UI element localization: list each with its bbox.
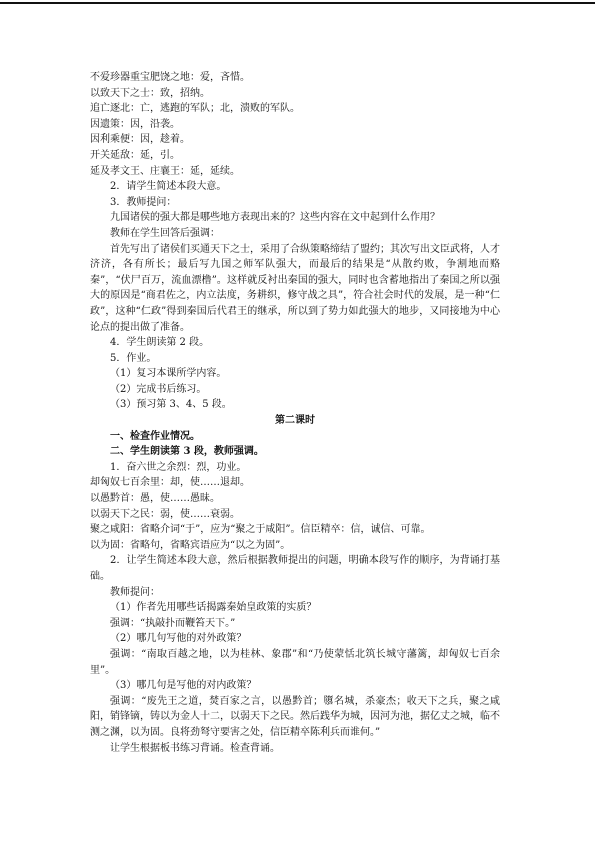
subheading: 二、学生朗读第 3 段，教师强调。 — [110, 446, 264, 458]
text-line: 2．请学生简述本段大意。 — [110, 181, 227, 193]
text-line: （3）哪几句是写他的对内政策？ — [110, 680, 257, 692]
text-line: 追亡逐北：亡，逃跑的军队；北，溃败的军队。 — [90, 103, 300, 115]
text-line: （1）复习本课所学内容。 — [110, 368, 227, 380]
text-line: 让学生根据板书练习背诵。检查背诵。 — [110, 742, 280, 754]
text-line: 教师提问： — [110, 586, 160, 598]
text-line: 强调：“执敲扑而鞭笞天下。” — [110, 617, 236, 629]
paragraph: 强调：“南取百越之地，以为桂林、象郡”和“乃使蒙恬北筑长城守藩篱，却匈奴七百余里”。 — [90, 648, 500, 676]
text-line: 1．奋六世之余烈：烈，功业。 — [110, 461, 247, 473]
text-line: 开关延敌：延，引。 — [90, 149, 180, 161]
text-line: 以愚黔首：愚，使……愚昧。 — [90, 493, 220, 505]
text-line: 4．学生朗读第 2 段。 — [110, 337, 210, 349]
text-line: 教师在学生回答后强调： — [110, 227, 220, 239]
text-line: 不爱珍器重宝肥饶之地：爱，吝惜。 — [90, 72, 250, 83]
paragraph: 强调：“废先王之道，焚百家之言，以愚黔首；隳名城，杀豪杰；收天下之兵，聚之咸阳，销锋镝，铸以为金人十二，以弱天下之民。然后践华为城，因河为池，据亿丈之城，临不测之渊，以为固。良将劲弩守要害之处，信臣精卒陈利兵而谁何。” — [90, 695, 500, 738]
section-heading: 第二课时 — [275, 415, 315, 427]
text-line: 3．教师提问： — [110, 196, 177, 208]
text-line: 以为固：省略句，省略宾语应为“以之为固”。 — [90, 539, 291, 551]
text-line: 却匈奴七百余里：却，使……退却。 — [90, 477, 250, 489]
text-line: （3）预习第 3、4、5 段。 — [110, 399, 232, 411]
paragraph: 首先写出了诸侯们买通天下之士，采用了合纵策略缔结了盟约；其次写出文臣武将，人才济济，各有所长；最后写九国之师军队强大，而最后的结果是“从散约败，争割地而赂秦”，“伏尸百万，流血漂橹”。这样就反衬出秦国的强大，同时也含蓄地指出了秦国之所以强大的原因是“商君佐之，内立法度，务耕织，修守战之具”，符合社会时代的发展，是一种“仁政”，这种“仁政”得到秦国后代君王的继承，所以到了势力如此强大的地步，又同接地为中心论点的提出做了准备。 — [90, 243, 500, 333]
text-line: 因遗策：因，沿袭。 — [90, 118, 180, 130]
text-line: 以弱天下之民：弱，使……衰弱。 — [90, 508, 240, 520]
text-line: （1）作者先用哪些话揭露秦始皇政策的实质？ — [110, 602, 317, 614]
paragraph: 2．让学生简述本段大意，然后根据教师提出的问题，明确本段写作的顺序，为背诵打基础。 — [90, 555, 500, 582]
subheading: 一、检查作业情况。 — [110, 430, 200, 442]
text-line: 九国诸侯的强大都是哪些地方表现出来的？这些内容在文中起到什么作用？ — [110, 212, 440, 224]
text-line: 延及孝文王、庄襄王：延，延续。 — [90, 165, 240, 177]
page-top-rule — [0, 2, 595, 4]
text-line: 5．作业。 — [110, 352, 157, 364]
text-line: （2）哪几句写他的对外政策？ — [110, 633, 247, 645]
text-line: 因利乘便：因，趁着。 — [90, 134, 190, 146]
text-line: 以致天下之士：致，招纳。 — [90, 87, 210, 99]
text-line: （2）完成书后练习。 — [110, 383, 207, 395]
document-body — [90, 70, 500, 756]
text-line: 聚之咸阳：省略介词“于”，应为“聚之于咸阳”。信臣精卒：信，诚信、可靠。 — [90, 524, 431, 536]
